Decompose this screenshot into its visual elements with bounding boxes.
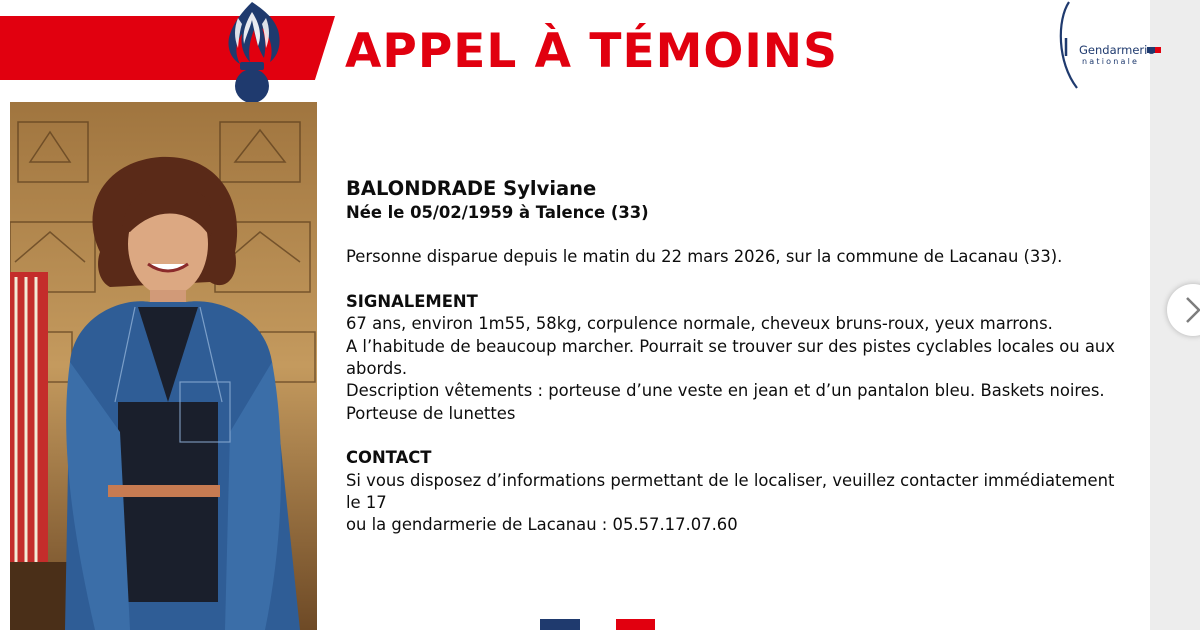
signalement-line: A l’habitude de beaucoup marcher. Pourrait se trouver sur des pistes cyclables locales ou aux [346, 336, 1115, 356]
page-title: APPEL À TÉMOINS [345, 24, 838, 79]
logo-line-1: Gendarmerie [1079, 43, 1155, 57]
person-birth: Née le 05/02/1959 à Talence (33) [346, 203, 649, 222]
signalement-heading: SIGNALEMENT [346, 291, 478, 311]
french-flag-icon [540, 619, 655, 630]
notice-text [346, 176, 1196, 537]
contact-heading: CONTACT [346, 448, 432, 468]
next-slide-button[interactable] [1167, 284, 1200, 336]
disappearance-text: Personne disparue depuis le matin du 22 mars 2026, sur la commune de Lacanau (33). [346, 247, 1063, 267]
missing-person-photo [10, 102, 317, 630]
signalement-line: 67 ans, environ 1m55, 58kg, corpulence normale, cheveux bruns-roux, yeux marrons. [346, 314, 1053, 334]
signalement-line: Porteuse de lunettes [346, 403, 516, 423]
person-name: BALONDRADE Sylviane [346, 177, 597, 200]
contact-line: ou la gendarmerie de Lacanau : 05.57.17.07.60 [346, 515, 738, 535]
contact-line: le 17 [346, 493, 387, 513]
signalement-line: abords. [346, 359, 408, 379]
contact-line: Si vous disposez d’informations permettant de le localiser, veuillez contacter immédiatement [346, 470, 1115, 490]
photo-illustration [10, 102, 317, 630]
signalement-line: Description vêtements : porteuse d’une veste en jean et d’un pantalon bleu. Baskets noires. [346, 381, 1105, 401]
grenade-flame-icon [212, 0, 292, 102]
logo-line-2: nationale [1082, 57, 1140, 66]
chevron-right-icon [1167, 284, 1200, 336]
